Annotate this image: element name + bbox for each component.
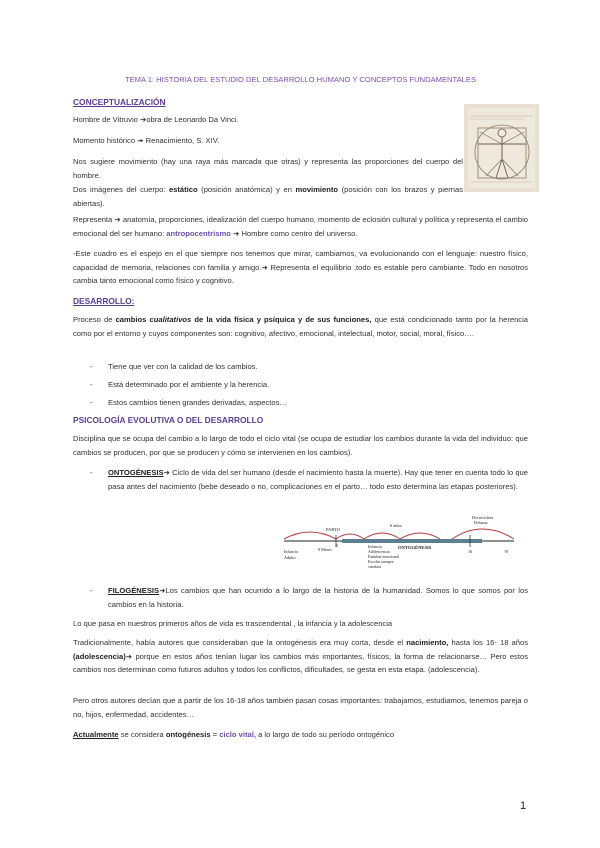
timeline-stage: Escolar siempre bbox=[368, 559, 394, 564]
timeline-stage: Adolescencia bbox=[368, 549, 390, 554]
paragraph-vitruvio: Hombre de Vitruvio ➔obra de Leonardo Da Vinci. bbox=[73, 115, 239, 124]
timeline-stage: Familiar emocional bbox=[368, 554, 400, 559]
paragraph-primeros-anos: Lo que pasa en nuestros primeros años de vida es trascendental , la infancia y la adolescencia bbox=[73, 619, 393, 628]
timeline-label-16: 16 bbox=[468, 549, 473, 554]
document-title: TEMA 1: HISTORIA DEL ESTUDIO DEL DESARROLLO HUMANO Y CONCEPTOS FUNDAMENTALES bbox=[124, 75, 477, 84]
heading-conceptualizacion: CONCEPTUALIZACIÓN bbox=[73, 97, 166, 107]
paragraph-tradicionalmente: Tradicionalmente, había autores que consideraban que la ontogénesis era muy corta, desde el nacimiento, hasta los 16- 18 años (adolescencia)➜ porque en estos años tenían lugar los cambios más importantes, físicos, la forma de relacionarse… Pero estos cambios nos determinan como futuros adultos y todos los conflictos, dificultades, se gesta en esta etapa. (adolescencia). bbox=[73, 638, 528, 675]
timeline-label-dec2: Defunta bbox=[474, 520, 488, 525]
timeline-label-nueve: 9 Meses bbox=[318, 547, 332, 552]
paragraph-disciplina: Disciplina que se ocupa del cambio a lo largo de todo el ciclo vital (se ocupa de estudiar los cambios durante la vida del individuo: que cambios se producen, por que se producen y cómo se intervienen en los cambios). bbox=[73, 434, 528, 457]
paragraph-movimiento: Nos sugiere movimiento (hay una raya más marcada que otras) y representa las proporciones del cuerpo del hombre. bbox=[73, 157, 463, 180]
timeline-label-cero: 0 bbox=[336, 543, 339, 548]
paragraph-otros-autores: Pero otros autores decían que a partir de los 16-18 años también pasan cosas importantes: trabajamos, estudiamos, tenemos pareja o no, hijos, enfermedad, accidentes… bbox=[73, 696, 528, 719]
paragraph-espejo: -Este cuadro es el espejo en el que siempre nos tenemos que mirar, cambiamos, va evolucionando con el lenguaje: nuestro físico, capacidad de memoria, relaciones con familia y amigo.➜ Representa el equilibrio ,todo es estable pero cambiante. Todo en nosotros cambia tanto emocional como físico y cognitivo. bbox=[73, 249, 528, 286]
timeline-label-seis: 6 años bbox=[390, 523, 402, 528]
timeline-label-parto: PARTO bbox=[326, 527, 340, 532]
timeline-stage: cambios bbox=[368, 564, 382, 569]
paragraph-dos-imagenes: Dos imágenes del cuerpo: estático (posición anatómica) y en movimiento (posición con los brazos y piernas abiertas). bbox=[73, 185, 463, 208]
heading-psicologia: PSICOLOGÍA EVOLUTIVA O DEL DESARROLLO bbox=[73, 415, 264, 425]
list-item: - Tiene que ver con la calidad de los cambios. bbox=[90, 362, 258, 371]
vitruvian-man-image bbox=[464, 104, 539, 192]
timeline-label-infancia: Infancia bbox=[284, 549, 298, 554]
list-item: - Está determinado por el ambiente y la herencia. bbox=[90, 380, 270, 389]
timeline-label-dec1: Decrecisfera bbox=[472, 515, 494, 520]
paragraph-representa: Representa ➜ anatomía, proporciones, idealización del cuerpo humano, momento de eclosión cultural y política y representa el cambio emocional del ser humano: antropocentrismo ➜ Hombre como centro del universo. bbox=[73, 215, 528, 238]
timeline-label-ontogenesis: ONTOGÉNESIS bbox=[398, 545, 432, 550]
paragraph-actualmente: Actualmente se considera ontogénesis = ciclo vital, a lo largo de todo su período ontogénico bbox=[73, 730, 395, 739]
paragraph-proceso: Proceso de cambios cualitativos de la vida física y psíquica y de sus funciones, que está condicionado tanto por la herencia como por el entorno y cuyos componentes son: cognitivo, afectivo, emocional, intelectual, motor, social, moral, físico…. bbox=[73, 315, 529, 338]
ontogenesis-timeline bbox=[282, 515, 522, 585]
timeline-label-end: ?0 bbox=[504, 549, 508, 554]
paragraph-momento: Momento histórico ➟ Renacimiento, S. XIV. bbox=[73, 136, 220, 145]
list-item: - Estos cambios tienen grandes derivadas, aspectos… bbox=[90, 398, 287, 407]
list-item-ontogenesis: - ONTOGÉNESIS➜ Ciclo de vida del ser humano (desde el nacimiento hasta la muerte). Hay que tener en cuenta todo lo que pasa antes del nacimiento (bebe deseado o no, complicaciones en el parto… todo esto determina las etapas posteriores). bbox=[90, 468, 528, 491]
heading-desarrollo: DESARROLLO: bbox=[73, 296, 135, 306]
page-number: 1 bbox=[520, 800, 527, 812]
list-item-filogenesis: - FILOGÉNESIS➜Los cambios que han ocurrido a lo largo de la historia de la humanidad. Somos lo que somos por los cambios en la historia. bbox=[90, 586, 528, 609]
timeline-stage: Infancia bbox=[368, 544, 382, 549]
timeline-label-adulto: Adulto bbox=[284, 555, 296, 560]
